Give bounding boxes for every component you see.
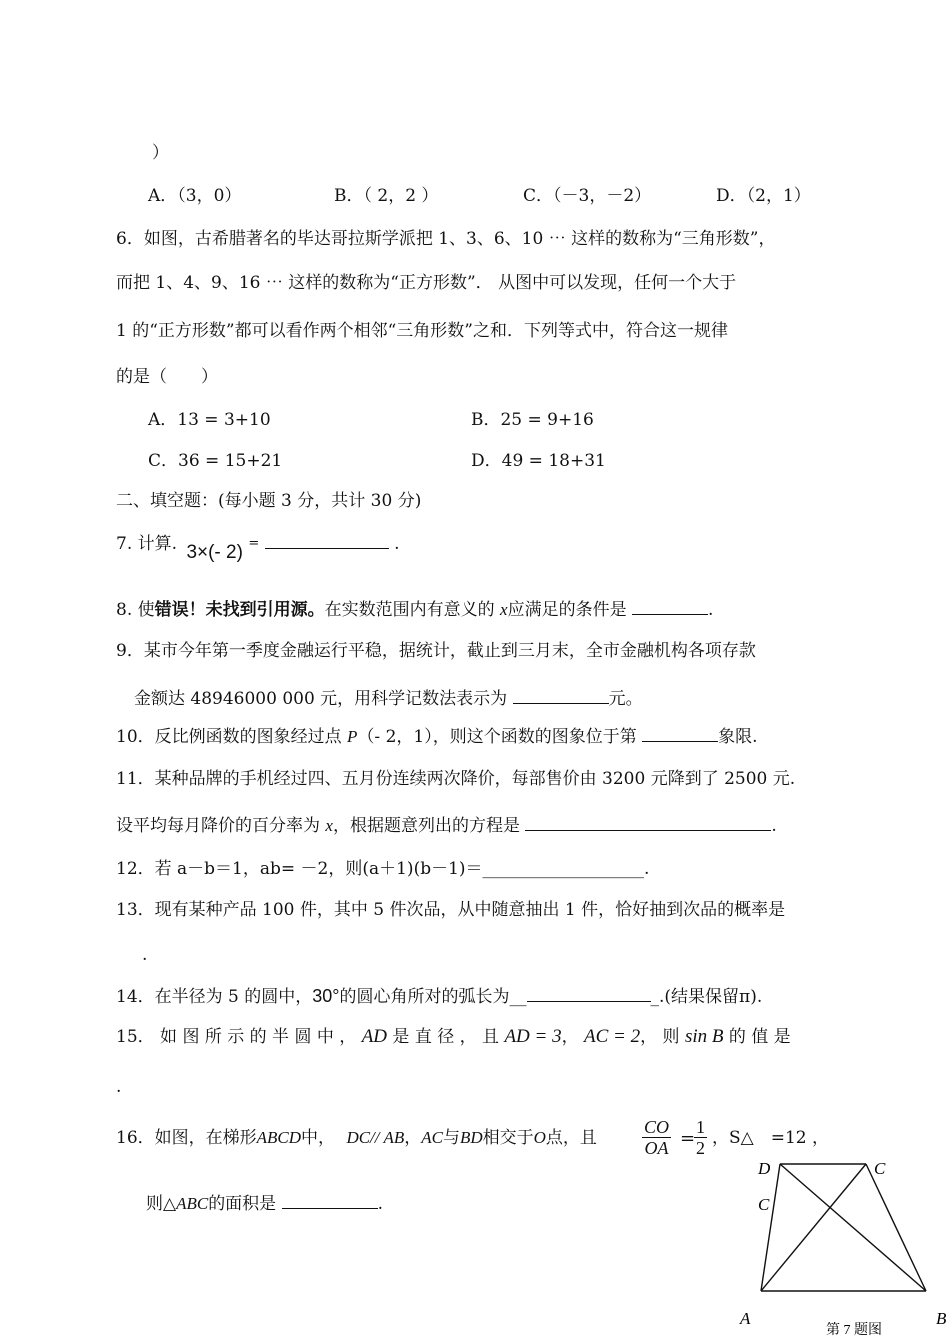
q10-answer-blank[interactable] bbox=[642, 725, 718, 742]
q16-line-2-suffix: 的面积是 bbox=[208, 1194, 277, 1214]
q16-line-2-prefix: 则△ bbox=[146, 1194, 177, 1214]
q16-mid-4: 相交于 bbox=[482, 1128, 534, 1148]
q16-answer-blank[interactable] bbox=[282, 1192, 378, 1209]
q16-parallel: DC// AB bbox=[346, 1128, 405, 1147]
q5-option-b: B．（ 2，2 ） bbox=[334, 186, 439, 206]
q15-eq-2: AC = 2 bbox=[584, 1026, 641, 1047]
q5-option-c: C．（－3，－2） bbox=[523, 186, 652, 206]
label-c: C bbox=[874, 1159, 886, 1178]
q5-option-d: D．（2，1） bbox=[716, 186, 811, 206]
section-2-heading: 二、填空题：(每小题 3 分，共计 30 分) bbox=[116, 491, 422, 511]
q15-ad: AD bbox=[361, 1026, 388, 1047]
q6-option-a: A．13 = 3+10 bbox=[148, 410, 271, 430]
q9-answer-blank[interactable] bbox=[513, 687, 609, 704]
q16-fraction-co-oa bbox=[642, 1117, 671, 1158]
q16-mid-3: 与 bbox=[442, 1128, 460, 1148]
label-a: A bbox=[740, 1309, 751, 1328]
q14-prefix: 14．在半径为 5 的圆中， bbox=[116, 987, 313, 1007]
q9-line-1: 9．某市今年第一季度金融运行平稳，据统计，截止到三月末，全市金融机构各项存款 bbox=[116, 641, 756, 661]
q11-line-2-suffix: ，根据题意列出的方程是 bbox=[332, 816, 520, 836]
q6-option-d: D．49 = 18+31 bbox=[471, 451, 606, 471]
q10 bbox=[116, 725, 758, 748]
q16-line-2-abc: ABC bbox=[176, 1194, 209, 1213]
q11-end: . bbox=[771, 816, 777, 836]
label-c-secondary: C bbox=[758, 1195, 770, 1214]
q15-eq-1: AD = 3 bbox=[504, 1026, 562, 1047]
q12: 12．若 a－b＝1，ab= －2，则(a＋1)(b－1)＝___________________. bbox=[116, 859, 650, 879]
q7-equals: = bbox=[248, 536, 260, 551]
q14-end: _.(结果保留π). bbox=[650, 987, 763, 1007]
edge-cb bbox=[866, 1164, 926, 1291]
q6-line-1: 6．如图，古希腊著名的毕达哥拉斯学派把 1、3、6、10 ⋯ 这样的数称为“三角形数”， bbox=[116, 229, 776, 249]
q14-angle: 30° bbox=[312, 986, 340, 1006]
q7 bbox=[116, 532, 400, 563]
q6-line-3: 1 的“正方形数”都可以看作两个相邻“三角形数”之和．下列等式中，符合这一规律 bbox=[116, 321, 728, 341]
q16-fraction-numerator: CO bbox=[644, 1117, 670, 1137]
q15-mid-2: ， 则 bbox=[640, 1027, 680, 1047]
q15-end: 的 值 是 bbox=[728, 1027, 791, 1047]
q14 bbox=[116, 985, 762, 1008]
q13-line-2: . bbox=[142, 945, 148, 965]
label-d: D bbox=[758, 1159, 771, 1178]
q6-line-4: 的是（ ） bbox=[116, 367, 218, 387]
q15 bbox=[116, 1026, 791, 1048]
label-b: B bbox=[936, 1309, 947, 1328]
q8-error-ref: 错误！未找到引用源。 bbox=[154, 600, 325, 620]
q6-option-b: B．25 = 9+16 bbox=[471, 410, 594, 430]
q6-option-c: C．36 = 15+21 bbox=[148, 451, 283, 471]
q7-answer-blank[interactable] bbox=[265, 532, 389, 549]
q16-area: ，S△ =12 ， bbox=[712, 1128, 829, 1148]
q10-prefix: 10．反比例函数的图象经过点 bbox=[116, 727, 342, 747]
q7-prefix: 7. 计算. bbox=[116, 534, 178, 554]
q15-comma: ， bbox=[561, 1027, 579, 1047]
q5-option-a: A．（3，0） bbox=[148, 186, 242, 206]
q16-half-denominator: 2 bbox=[696, 1138, 705, 1158]
q16-fraction-denominator: OA bbox=[644, 1138, 669, 1158]
q15-mid-1: 是 直 径 ， 且 bbox=[392, 1027, 500, 1047]
q11-variable: x bbox=[325, 816, 333, 835]
q16-abcd: ABCD bbox=[256, 1128, 302, 1147]
q8-suffix: 应满足的条件是 bbox=[507, 600, 627, 620]
q8-answer-blank[interactable] bbox=[632, 598, 708, 615]
diagonal-bd bbox=[780, 1164, 926, 1291]
q8-end: . bbox=[707, 600, 714, 620]
q16-equals: = bbox=[680, 1128, 696, 1149]
trapezoid-figure bbox=[730, 1150, 950, 1342]
q16-fraction-half bbox=[694, 1117, 707, 1158]
q16-ac: AC bbox=[421, 1128, 443, 1147]
q15-line-2: . bbox=[116, 1077, 122, 1097]
q6-line-2: 而把 1、4、9、16 ⋯ 这样的数称为“正方形数”． 从图中可以发现，任何一个大于 bbox=[116, 273, 737, 293]
q16 bbox=[116, 1127, 597, 1149]
q16-mid-5: 点，且 bbox=[545, 1128, 597, 1148]
q16-prefix: 16．如图，在梯形 bbox=[116, 1128, 257, 1148]
q16-bd: BD bbox=[459, 1128, 483, 1147]
q7-expression: 3×(- 2) bbox=[186, 542, 243, 563]
q11-answer-blank[interactable] bbox=[525, 814, 771, 831]
q16-mid-2: ， bbox=[404, 1128, 422, 1148]
q11-line-2 bbox=[116, 814, 777, 837]
q5-continuation: ） bbox=[152, 143, 169, 163]
q10-end: 象限. bbox=[718, 727, 758, 747]
q14-answer-blank[interactable] bbox=[527, 985, 651, 1002]
q9-line-2-text: 金额达 48946000 000 元，用科学记数法表示为 bbox=[134, 689, 508, 709]
q8-prefix: 8. 使 bbox=[116, 600, 155, 620]
q11-line-1: 11．某种品牌的手机经过四、五月份连续两次降价，每部售价由 3200 元降到了 2500 元. bbox=[116, 769, 796, 789]
q16-half-numerator: 1 bbox=[696, 1117, 705, 1137]
q8-mid: 在实数范围内有意义的 bbox=[324, 600, 495, 620]
q8-variable: x bbox=[500, 600, 508, 619]
q9-line-2 bbox=[134, 687, 643, 710]
q15-sinb: sin B bbox=[684, 1026, 724, 1047]
q16-end: . bbox=[377, 1194, 383, 1214]
figure-caption: 第 7 题图 bbox=[826, 1323, 882, 1338]
q9-end: 元。 bbox=[608, 689, 643, 709]
q10-point: P bbox=[347, 727, 358, 746]
q14-mid: 的圆心角所对的弧长为__ bbox=[339, 987, 527, 1007]
q11-line-2-prefix: 设平均每月降价的百分率为 bbox=[116, 816, 320, 836]
q7-end: . bbox=[394, 534, 400, 554]
q10-coords: （- 2，1），则这个函数的图象位于第 bbox=[357, 727, 637, 747]
q13-line-1: 13．现有某种产品 100 件，其中 5 件次品，从中随意抽出 1 件，恰好抽到次品的概率是 bbox=[116, 900, 786, 920]
q16-line-2 bbox=[146, 1192, 383, 1215]
q16-o: O bbox=[533, 1128, 546, 1147]
q16-mid-1: 中， bbox=[301, 1128, 336, 1148]
q8 bbox=[116, 598, 713, 621]
q15-prefix: 15． 如 图 所 示 的 半 圆 中 ， bbox=[116, 1027, 357, 1047]
